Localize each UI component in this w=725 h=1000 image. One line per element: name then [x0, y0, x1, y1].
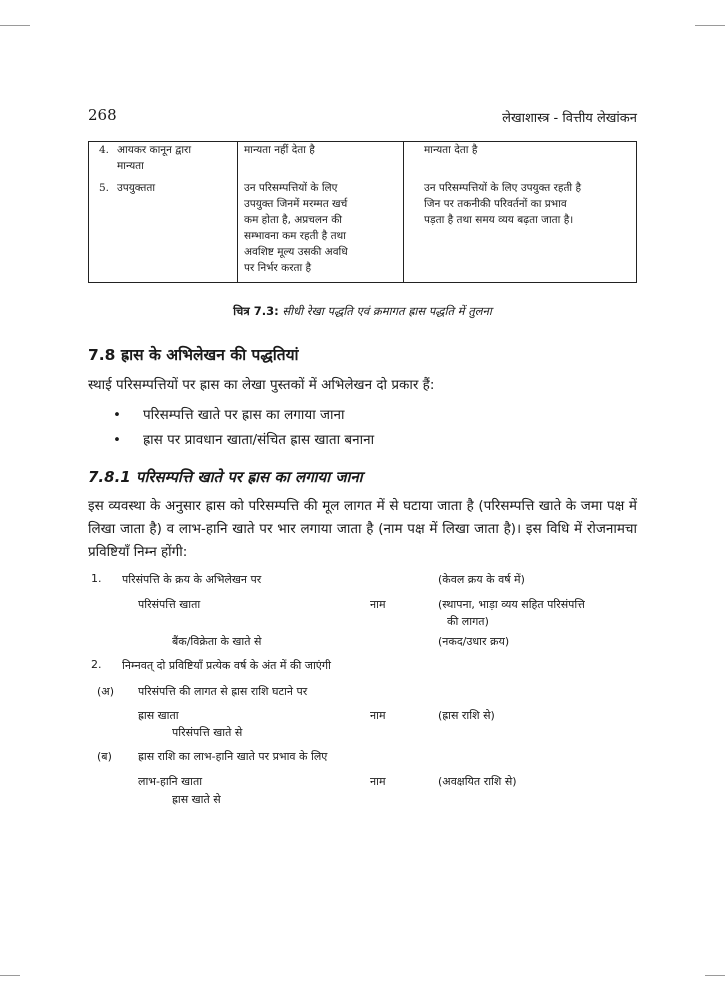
- sub-item-title: परिसंपत्ति की लागत से ह्रास राशि घटाने पर: [138, 685, 308, 698]
- cell-text: पड़ता है तथा समय व्यय बढ़ता जाता है।: [424, 214, 574, 226]
- figure-caption: [0, 304, 725, 319]
- caption-text: सीधी रेखा पद्धति एवं क्रमागत ह्रास पद्धति में तुलना: [282, 304, 492, 318]
- cell-text: पर निर्भर करता है: [244, 262, 312, 274]
- cell-text: मान्यता देता है: [424, 144, 478, 156]
- straight-line-cell: [238, 142, 404, 175]
- credit-account: परिसंपत्ति खाते से: [172, 726, 243, 739]
- sub-item-label: (अ): [97, 685, 114, 698]
- sub-item-label: (ब): [97, 750, 112, 763]
- table-row: [89, 180, 637, 283]
- section-intro: स्थाई परिसम्पत्तियों पर ह्रास का लेखा पुस्तकों में अभिलेखन दो प्रकार हैं:: [88, 377, 435, 393]
- dr-label: नाम: [370, 598, 386, 611]
- section-paragraph: इस व्यवस्था के अनुसार ह्रास को परिसम्पत्ति की मूल लागत में से घटाया जाता है (परिसम्पत्ति खाते के जमा पक्ष में लिखा जाता है) व लाभ-हानि खाते पर भार लगाया जाता है (नाम पक्ष में लिखा जाता है)। इस विधि में रोजनामचा प्रविष्टियाँ निम्न होंगी:: [88, 498, 637, 560]
- journal-note: (केवल क्रय के वर्ष में): [438, 573, 525, 586]
- row-number: 4.: [99, 144, 110, 156]
- cell-text: कम होता है, अप्रचलन की: [244, 214, 342, 226]
- diminishing-cell: [404, 142, 637, 175]
- criterion-cell: [89, 180, 238, 283]
- debit-account: परिसंपत्ति खाता: [138, 598, 201, 611]
- criterion-text: उपयुक्तता: [117, 182, 156, 194]
- bullet-item: [113, 430, 374, 448]
- cell-text: जिन पर तकनीकी परिवर्तनों का प्रभाव: [424, 198, 567, 210]
- page-number: 268: [88, 106, 117, 124]
- cell-text: अवशिष्ट मूल्य उसकी अवधि: [244, 246, 348, 258]
- cell-text: मान्यता नहीं देता है: [244, 144, 315, 156]
- comparison-table: [88, 141, 637, 283]
- crop-mark-bottom-left: [0, 975, 20, 976]
- journal-note: (स्थापना, भाड़ा व्यय सहित परिसंपत्ति: [438, 598, 585, 611]
- section-heading-7-8: 7.8 ह्रास के अभिलेखन की पद्धतियां: [88, 346, 299, 364]
- credit-account: ह्रास खाते से: [172, 793, 221, 806]
- credit-account: बैंक/विक्रेता के खाते से: [172, 635, 262, 648]
- crop-mark-bottom-right: [705, 975, 725, 976]
- sub-item-title: ह्रास राशि का लाभ-हानि खाते पर प्रभाव के लिए: [138, 750, 328, 763]
- dr-label: नाम: [370, 709, 386, 722]
- dr-label: नाम: [370, 775, 386, 788]
- caption-label: चित्र 7.3:: [233, 304, 279, 318]
- journal-item-title: परिसंपत्ति के क्रय के अभिलेखन पर: [122, 573, 262, 586]
- cell-text: उन परिसम्पत्तियों के लिए: [244, 182, 338, 194]
- straight-line-cell: [238, 180, 404, 283]
- debit-account: लाभ-हानि खाता: [138, 775, 203, 788]
- cell-text: सम्भावना कम रहती है तथा: [244, 230, 346, 242]
- running-head: लेखाशास्त्र - वित्तीय लेखांकन: [502, 111, 637, 126]
- journal-item-title: निम्नवत् दो प्रविष्टियाँ प्रत्येक वर्ष के अंत में की जाएंगी: [122, 659, 331, 672]
- cell-text: उन परिसम्पत्तियों के लिए उपयुक्त रहती है: [424, 182, 582, 194]
- bullet-text: ह्रास पर प्रावधान खाता/संचित ह्रास खाता बनाना: [143, 432, 375, 448]
- cell-text: उपयुक्त जिनमें मरम्मत खर्च: [244, 198, 348, 210]
- journal-note: (अवक्षयित राशि से): [438, 775, 517, 788]
- journal-note: की लागत): [447, 615, 489, 628]
- journal-note: (नकद/उधार क्रय): [438, 635, 510, 648]
- bullet-icon: •: [113, 432, 121, 448]
- journal-note: (ह्रास राशि से): [438, 709, 495, 722]
- journal-item-number: 2.: [91, 658, 102, 671]
- criterion-cell: [89, 142, 238, 175]
- table-row: [89, 142, 637, 175]
- section-heading-7-8-1: 7.8.1 परिसम्पत्ति खाते पर ह्रास का लगाया जाना: [88, 468, 363, 486]
- crop-mark-top-left: [0, 25, 30, 26]
- criterion-text: मान्यता: [117, 160, 144, 172]
- debit-account: ह्रास खाता: [138, 709, 179, 722]
- bullet-text: परिसम्पत्ति खाते पर ह्रास का लगाया जाना: [143, 407, 345, 423]
- criterion-text: आयकर कानून द्वारा: [117, 144, 192, 156]
- journal-item-number: 1.: [91, 572, 102, 585]
- diminishing-cell: [404, 180, 637, 283]
- crop-mark-top-right: [695, 25, 725, 26]
- bullet-icon: •: [113, 407, 121, 423]
- row-number: 5.: [99, 182, 110, 194]
- bullet-item: [113, 405, 345, 423]
